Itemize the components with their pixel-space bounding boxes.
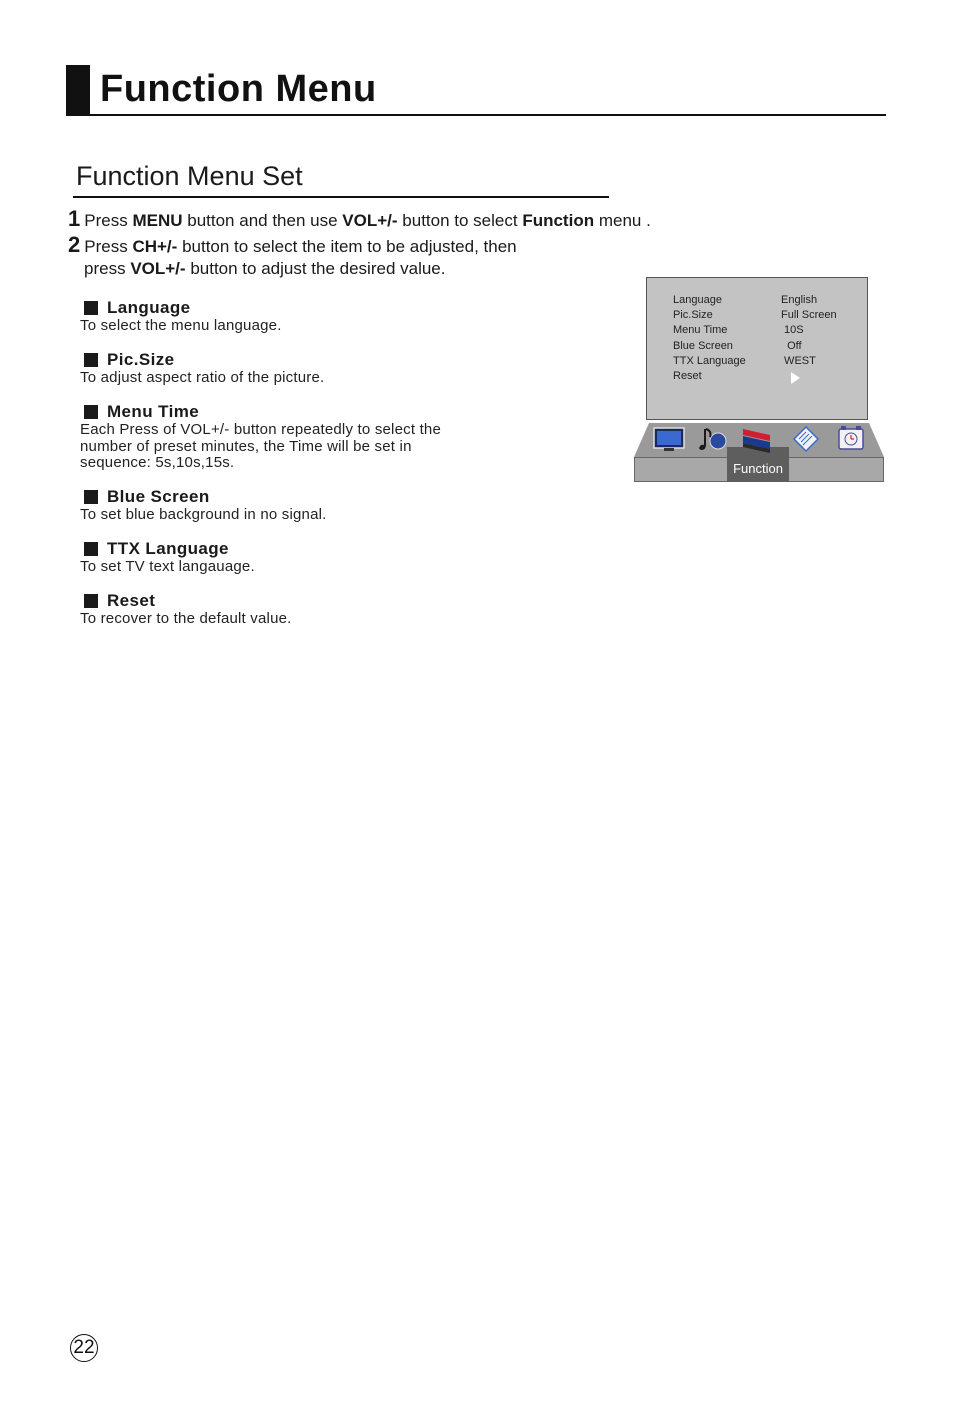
step-text: button to select the item to be adjusted, then (182, 237, 517, 256)
title-divider (66, 114, 886, 116)
osd-row-value: 10S (781, 324, 804, 336)
bullet-square-icon (84, 301, 98, 315)
key-function: Function (522, 211, 595, 230)
item-description: To set TV text langauage. (80, 558, 255, 575)
key-ch: CH+/- (132, 237, 178, 256)
step-2-continued (84, 258, 446, 280)
osd-row-value: Off (781, 340, 802, 352)
osd-row-label: Pic.Size (673, 309, 713, 321)
page-title: Function Menu (100, 68, 377, 110)
osd-row-label: TTX Language (673, 355, 746, 367)
item-description: To select the menu language. (80, 317, 282, 334)
section-divider (73, 196, 609, 198)
key-vol: VOL+/- (342, 211, 398, 230)
item-blue-screen (80, 487, 520, 524)
tv-icon (652, 425, 686, 453)
clock-icon (834, 425, 868, 453)
arrow-right-icon (791, 372, 800, 384)
osd-row-value: English (781, 294, 818, 306)
item-label: Reset (107, 591, 156, 610)
step-text: menu . (598, 211, 651, 230)
item-menu-time (80, 402, 520, 472)
bullet-square-icon (84, 353, 98, 367)
key-menu: MENU (132, 211, 183, 230)
osd-row-label: Language (673, 294, 722, 306)
osd-tab-tray (634, 423, 884, 482)
step-1 (68, 208, 651, 232)
osd-row-ttx-language (673, 354, 816, 368)
item-description-line: sequence: 5s,10s,15s. (80, 454, 235, 471)
page-number: 22 (70, 1334, 98, 1362)
clipboard-icon (788, 425, 822, 453)
bullet-square-icon (84, 542, 98, 556)
step-text: button to adjust the desired value. (190, 259, 446, 278)
step-text: press (84, 259, 126, 278)
bullet-square-icon (84, 594, 98, 608)
item-description: To adjust aspect ratio of the picture. (80, 369, 325, 386)
step-number: 1 (68, 206, 81, 231)
osd-row-menu-time (673, 323, 804, 337)
active-tab-label: Function (733, 461, 783, 476)
osd-row-label: Blue Screen (673, 340, 733, 352)
item-label: Language (107, 298, 191, 317)
music-note-icon (696, 425, 730, 453)
item-ttx-language (80, 539, 520, 576)
key-vol: VOL+/- (130, 259, 186, 278)
osd-row-value: WEST (781, 355, 816, 367)
item-label: Menu Time (107, 402, 200, 421)
osd-row-language (673, 293, 818, 307)
item-language (80, 298, 520, 335)
function-icon (740, 425, 774, 455)
item-description: To recover to the default value. (80, 610, 292, 627)
step-text: Press (84, 237, 128, 256)
title-accent-bar (66, 65, 90, 114)
osd-row-label: Menu Time (673, 324, 728, 336)
item-label: TTX Language (107, 539, 229, 558)
item-description-line: Each Press of VOL+/- button repeatedly to select the (80, 421, 442, 438)
step-number: 2 (68, 232, 81, 257)
osd-row-pic-size (673, 308, 837, 322)
item-label: Pic.Size (107, 350, 175, 369)
step-text: Press (84, 211, 128, 230)
item-description: To set blue background in no signal. (80, 506, 327, 523)
osd-menu-panel (646, 277, 868, 420)
step-2 (68, 234, 517, 258)
osd-row-label: Reset (673, 370, 702, 382)
step-text: button and then use (187, 211, 338, 230)
item-description-line: number of preset minutes, the Time will be set in (80, 437, 412, 455)
item-label: Blue Screen (107, 487, 210, 506)
bullet-square-icon (84, 405, 98, 419)
osd-row-value: Full Screen (781, 309, 837, 321)
osd-row-reset (673, 369, 702, 383)
osd-row-blue-screen (673, 339, 802, 353)
section-title: Function Menu Set (76, 161, 303, 191)
item-pic-size (80, 350, 520, 387)
bullet-square-icon (84, 490, 98, 504)
item-reset (80, 591, 520, 628)
step-text: button to select (402, 211, 518, 230)
